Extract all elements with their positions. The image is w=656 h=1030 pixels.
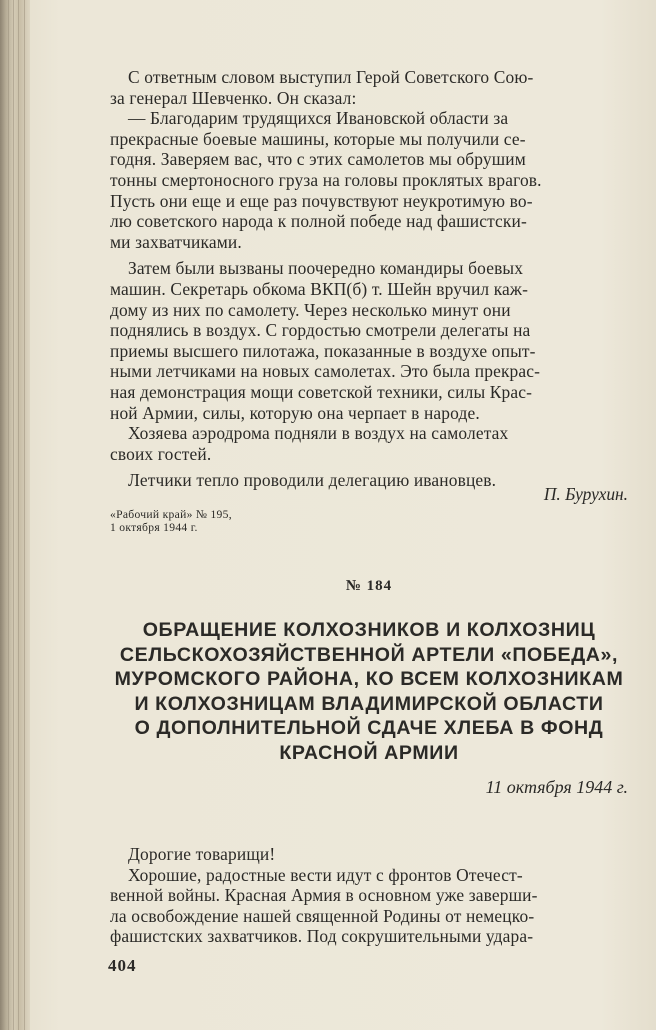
book-binding-edge: [0, 0, 30, 1030]
paragraph-aircraft-handover: [110, 258, 628, 423]
greeting: Дорогие товарищи!: [128, 844, 276, 864]
document-title: [108, 618, 630, 765]
text-line: ными летчиками на новых самолетах. Это была прекрас-: [110, 361, 541, 382]
text-line: за генерал Шевченко. Он сказал:: [110, 87, 357, 108]
page-edge-line: [18, 0, 19, 1030]
text-line: тонны смертоносного груза на головы проклятых врагов.: [110, 169, 542, 190]
document-date: 11 октября 1944 г.: [485, 777, 628, 797]
text-line: Затем были вызваны поочередно командиры боевых: [128, 258, 524, 279]
text-line: ной Армии, силы, которую она черпает в народе.: [110, 402, 480, 423]
text-line: годня. Заверяем вас, что с этих самолетов мы обрушим: [110, 149, 526, 170]
title-line: ОБРАЩЕНИЕ КОЛХОЗНИКОВ И КОЛХОЗНИЦ: [142, 619, 596, 641]
source-line: 1 октября 1944 г.: [110, 521, 198, 534]
title-line: О ДОПОЛНИТЕЛЬНОЙ СДАЧЕ ХЛЕБА В ФОНД: [134, 717, 604, 739]
title-line: СЕЛЬСКОХОЗЯЙСТВЕННОЙ АРТЕЛИ «ПОБЕДА»,: [119, 643, 619, 666]
appeal-text: [110, 844, 628, 947]
source-line: «Рабочий край» № 195,: [110, 508, 232, 521]
text-line: ла освобождение нашей священной Родины от немецко-: [110, 905, 535, 926]
author-signature: П. Бурухин.: [543, 484, 628, 504]
title-line: КРАСНОЙ АРМИИ: [279, 741, 459, 764]
text-line: поднялись в воздух. С гордостью смотрели делегаты на: [110, 320, 531, 341]
title-line: И КОЛХОЗНИЦАМ ВЛАДИМИРСКОЙ ОБЛАСТИ: [134, 692, 604, 715]
page-edge-line: [24, 0, 25, 1030]
document-number: № 184: [345, 578, 393, 594]
text-line: прекрасные боевые машины, которые мы получили се-: [110, 128, 526, 149]
text-line: Хозяева аэродрома подняли в воздух на самолетах: [128, 423, 509, 444]
page-number: 404: [108, 956, 137, 975]
text-line: дому из них по самолету. Через несколько минут они: [110, 299, 511, 320]
text-line: ми захватчиками.: [110, 231, 242, 252]
text-line: — Благодарим трудящихся Ивановской области за: [128, 108, 509, 129]
paragraph-appeal: [110, 865, 628, 947]
text-line: своих гостей.: [110, 443, 212, 464]
text-line: венной войны. Красная Армия в основном уже заверши-: [110, 885, 538, 906]
text-line: Пусть они еще и еще раз почувствуют неукротимую во-: [110, 190, 533, 211]
title-line: МУРОМСКОГО РАЙОНА, КО ВСЕМ КОЛХОЗНИКАМ: [114, 668, 624, 690]
upper-article-text: [110, 67, 628, 491]
text-line: фашистских захватчиков. Под сокрушительными удара-: [110, 926, 534, 947]
text-line: Летчики тепло проводили делегацию ивановцев.: [128, 470, 497, 491]
paragraph-hosts: [110, 423, 628, 464]
text-line: машин. Секретарь обкома ВКП(б) т. Шейн вручил каж-: [110, 278, 529, 299]
source-citation: [110, 508, 232, 534]
page-edge-line: [13, 0, 14, 1030]
text-line: С ответным словом выступил Герой Советского Сою-: [128, 67, 534, 87]
text-line: Хорошие, радостные вести идут с фронтов Отечест-: [128, 864, 523, 885]
text-line: приемы высшего пилотажа, показанные в воздухе опыт-: [110, 340, 536, 361]
paragraph-speech-intro: [110, 67, 628, 108]
text-line: лю советского народа к полной победе над фашистски-: [110, 211, 527, 232]
paragraph-speech: [110, 108, 628, 252]
page-edge-line: [8, 0, 9, 1030]
text-line: ная демонстрация мощи советской техники, силы Крас-: [110, 381, 533, 402]
